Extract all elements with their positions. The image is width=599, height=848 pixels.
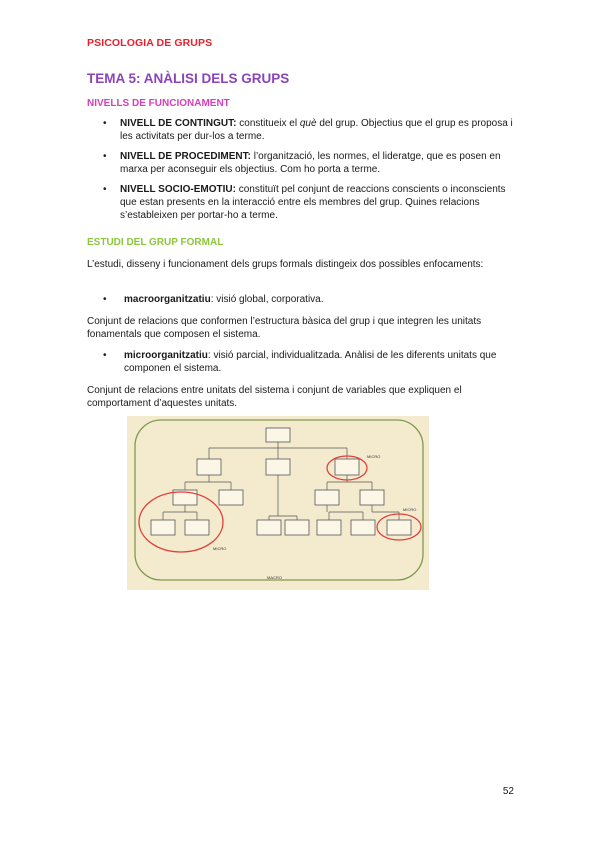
org-box — [266, 459, 290, 475]
page-number: 52 — [502, 786, 514, 797]
item-text: del grup. Objectius que el grup es proposa i les activitats per dur-los a terme. — [120, 118, 513, 142]
bullet: • — [103, 118, 107, 129]
item-text: constitueix el — [236, 118, 300, 129]
bullet: • — [103, 350, 107, 361]
item-text: : visió global, corporativa. — [210, 294, 324, 305]
levels-list — [101, 117, 521, 229]
org-box-top — [266, 428, 290, 442]
micro-description: Conjunt de relacions entre unitats del sistema i conjunt de variables que expliquen el comportament d’aquestes unitats. — [87, 385, 462, 409]
org-box — [360, 490, 384, 505]
org-box — [315, 490, 339, 505]
org-box — [387, 520, 411, 535]
micro-label-left: MICRO — [213, 546, 227, 551]
term: NIVELL DE CONTINGUT: — [120, 118, 237, 129]
macro-label: MACRO — [267, 575, 282, 580]
list-item — [101, 150, 521, 176]
org-box — [351, 520, 375, 535]
org-box — [317, 520, 341, 535]
intro-paragraph: L’estudi, disseny i funcionament dels grups formals distingeix dos possibles enfocaments: — [87, 259, 484, 270]
item-text: l’organització, les normes, el lideratge, que es posen en marxa per aconseguir els objectius. Com ho porta a terme. — [120, 151, 501, 175]
list-item-micro — [101, 349, 511, 375]
list-item — [101, 183, 521, 222]
org-box — [335, 459, 359, 475]
org-structure-diagram — [127, 416, 429, 590]
term: NIVELL DE PROCEDIMENT: — [120, 151, 251, 162]
term: macroorganitzatiu — [124, 294, 211, 305]
bullet: • — [103, 184, 107, 195]
org-box — [197, 459, 221, 475]
list-item-macro — [101, 293, 511, 306]
org-box — [185, 520, 209, 535]
item-text: : visió parcial, individualitzada. Anàlisi de les diferents unitats que componen el sistema. — [124, 350, 497, 374]
bullet: • — [103, 151, 107, 162]
micro-label-right: MICRO — [403, 507, 417, 512]
macro-description: Conjunt de relacions que conformen l’estructura bàsica del grup i que integren les unitats fonamentals que composen el sistema. — [87, 316, 482, 340]
section-heading-formal-group: ESTUDI DEL GRUP FORMAL — [87, 237, 224, 248]
org-box — [285, 520, 309, 535]
bullet: • — [103, 294, 107, 305]
term: NIVELL SOCIO-EMOTIU: — [120, 184, 236, 195]
running-header: PSICOLOGIA DE GRUPS — [87, 37, 213, 49]
list-item — [101, 117, 521, 143]
org-box — [219, 490, 243, 505]
item-emphasis: què — [299, 118, 317, 129]
org-box — [257, 520, 281, 535]
section-heading-levels: NIVELLS DE FUNCIONAMENT — [87, 98, 230, 109]
page-title: TEMA 5: ANÀLISI DELS GRUPS — [87, 71, 290, 86]
term: microorganitzatiu — [124, 350, 208, 361]
item-text: constituït pel conjunt de reaccions conscients o inconscients que estan presents en la interacció entre els membres del grup. Quines relacions s’estableixen per portar-ho a terme. — [120, 184, 506, 221]
micro-label-top: MICRO — [367, 454, 381, 459]
org-box — [151, 520, 175, 535]
